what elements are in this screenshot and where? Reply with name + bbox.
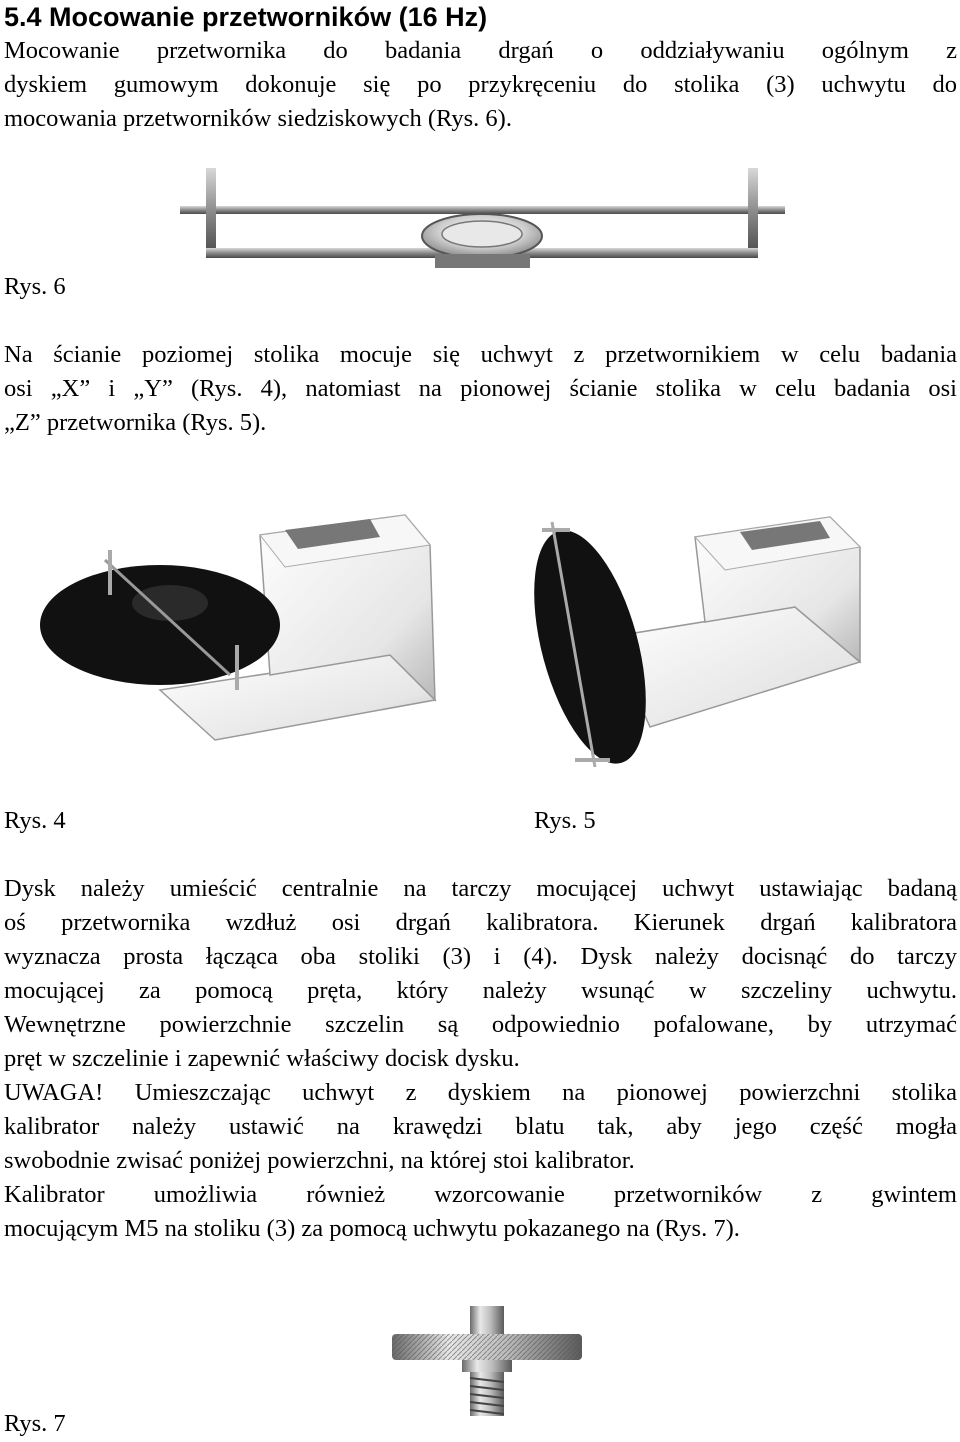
fig6-caption: Rys. 6 — [4, 273, 66, 300]
mount-line: „Z” przetwornika (Rys. 5). — [4, 409, 267, 436]
body-paragraph — [4, 872, 957, 1246]
body-line: Dysk należy umieścić centralnie na tarczy mocującej uchwyt ustawiając badaną — [4, 875, 957, 902]
mount-paragraph — [4, 338, 957, 440]
section-title: 5.4 Mocowanie przetworników (16 Hz) — [4, 2, 488, 32]
body-line: mocującym M5 na stoliku (3) za pomocą uchwytu pokazanego na (Rys. 7). — [4, 1215, 740, 1242]
mount-line: osi „X” i „Y” (Rys. 4), natomiast na pionowej ścianie stolika w celu badania osi — [4, 375, 957, 402]
intro-paragraph — [4, 34, 957, 136]
fig6-holder-image — [180, 166, 785, 274]
fig4-calibrator-image — [30, 505, 450, 745]
intro-line: Mocowanie przetwornika do badania drgań o oddziaływaniu ogólnym z — [4, 37, 957, 64]
intro-line: dyskiem gumowym dokonuje się po przykręceniu do stolika (3) uchwytu do — [4, 71, 957, 98]
fig5-calibrator-image — [530, 512, 870, 772]
body-line: wyznacza prosta łącząca oba stoliki (3) i (4). Dysk należy docisnąć do tarczy — [4, 943, 957, 970]
body-line: Wewnętrzne powierzchnie szczelin są odpowiednio pofalowane, by utrzymać — [4, 1011, 957, 1038]
mount-line: Na ścianie poziomej stolika mocuje się uchwyt z przetwornikiem w celu badania — [4, 341, 957, 368]
fig5-caption: Rys. 5 — [534, 807, 596, 834]
body-line: Kalibrator umożliwia również wzorcowanie przetworników z gwintem — [4, 1181, 957, 1208]
body-line: oś przetwornika wzdłuż osi drgań kalibratora. Kierunek drgań kalibratora — [4, 909, 957, 936]
fig7-caption: Rys. 7 — [4, 1410, 66, 1437]
fig7-adapter-image — [392, 1306, 582, 1416]
body-line: swobodnie zwisać poniżej powierzchni, na której stoi kalibrator. — [4, 1147, 635, 1174]
fig4-caption: Rys. 4 — [4, 807, 66, 834]
body-line: mocującej za pomocą pręta, który należy wsunąć w szczeliny uchwytu. — [4, 977, 957, 1004]
intro-line: mocowania przetworników siedziskowych (Rys. 6). — [4, 105, 512, 132]
body-line: UWAGA! Umieszczając uchwyt z dyskiem na pionowej powierzchni stolika — [4, 1079, 957, 1106]
body-line: pręt w szczelinie i zapewnić właściwy docisk dysku. — [4, 1045, 520, 1072]
body-line: kalibrator należy ustawić na krawędzi blatu tak, aby jego część mogła — [4, 1113, 957, 1140]
